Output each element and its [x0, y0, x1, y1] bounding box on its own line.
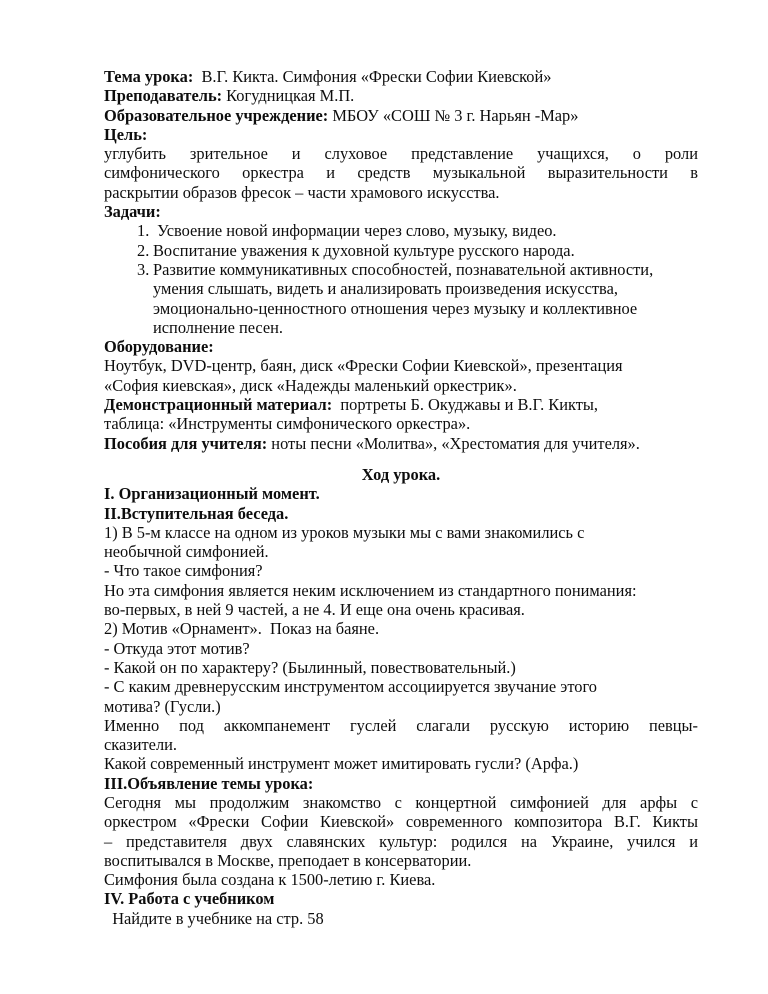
text-line [104, 677, 698, 696]
text-run: Пособия для учителя: [104, 433, 268, 453]
text-run: Образовательное учреждение: [104, 105, 329, 125]
text-run: Когудницкая М.П. [222, 86, 355, 106]
lesson-flow-heading [104, 465, 698, 484]
text-run: ноты песни «Молитва», «Хрестоматия для учителя». [267, 433, 640, 453]
text-run: раскрытии образов фресок – части храмового искусства. [104, 182, 500, 202]
text-run: Сегодня мы продолжим знакомство с концертной симфонией для арфы с [104, 792, 698, 812]
text-line [104, 183, 698, 202]
text-run: Именно под аккомпанемент гуслей слагали русскую историю певцы- [104, 715, 698, 735]
text-line [104, 241, 698, 260]
gusli-paragraph [104, 716, 698, 755]
goal-paragraph [104, 144, 698, 202]
topic-announcement-paragraph [104, 793, 698, 870]
text-run: Но эта симфония является неким исключением из стандартного понимания: [104, 580, 637, 600]
text-line [104, 279, 698, 298]
text-run: Ход урока. [361, 464, 441, 484]
list-item [104, 241, 698, 260]
equipment-paragraph [104, 356, 698, 395]
text-line [104, 125, 698, 144]
text-run: умения слышать, видеть и анализировать произведения искусства, [153, 279, 618, 299]
text-line [104, 260, 698, 279]
tasks-heading [104, 202, 698, 221]
text-run: сказители. [104, 735, 177, 755]
text-run: IV. Работа с учебником [104, 889, 275, 909]
text-line [104, 376, 698, 395]
text-run: симфонического оркестра и средств музыкальной выразительности в [104, 163, 698, 183]
text-line [104, 318, 698, 337]
text-run: I. Организационный момент. [104, 484, 320, 504]
text-line [104, 832, 698, 851]
section-4-heading [104, 889, 698, 908]
text-line [104, 716, 698, 735]
text-line [104, 909, 698, 928]
text-line [104, 639, 698, 658]
text-run: эмоционально-ценностного отношения через музыку и коллективное [153, 298, 638, 318]
text-run: Усвоение новой информации через слово, музыку, видео. [153, 221, 557, 241]
text-line [104, 299, 698, 318]
text-run: Найдите в учебнике на стр. 58 [104, 908, 324, 928]
list-marker: 3. [137, 259, 150, 279]
goal-heading [104, 125, 698, 144]
text-line [104, 735, 698, 754]
motif-paragraph [104, 619, 698, 638]
text-line [104, 202, 698, 221]
text-line [104, 774, 698, 793]
tasks-list [104, 221, 698, 337]
teacher-aids-paragraph [104, 434, 698, 453]
text-line [104, 523, 698, 542]
text-run: мотива? (Гусли.) [104, 696, 221, 716]
symphony-date-paragraph [104, 870, 698, 889]
text-line [104, 851, 698, 870]
text-line [104, 163, 698, 182]
text-line [104, 889, 698, 908]
text-run: «София киевская», диск «Надежды маленький оркестрик». [104, 375, 517, 395]
text-run: углубить зрительное и слуховое представление учащихся, о роли [104, 144, 698, 164]
text-line [104, 434, 698, 453]
text-line [104, 414, 698, 433]
text-line [104, 504, 698, 523]
text-run: Преподаватель: [104, 86, 223, 106]
textbook-page-paragraph [104, 909, 698, 928]
text-run: Какой современный инструмент может имитировать гусли? (Арфа.) [104, 754, 579, 774]
text-line [104, 870, 698, 889]
text-run: 2) Мотив «Орнамент». Показ на баяне. [104, 619, 380, 639]
text-line [104, 356, 698, 375]
demo-material-paragraph [104, 395, 698, 434]
text-run: Воспитание уважения к духовной культуре русского народа. [153, 240, 575, 260]
text-line [104, 600, 698, 619]
text-line [104, 581, 698, 600]
text-line [104, 465, 698, 484]
text-run: - С каким древнерусским инструментом ассоциируется звучание этого [104, 677, 597, 697]
institution-line [104, 106, 698, 125]
text-run: - Что такое симфония? [104, 561, 263, 581]
section-3-heading [104, 774, 698, 793]
list-item [104, 221, 698, 240]
text-line [104, 561, 698, 580]
text-run: таблица: «Инструменты симфонического оркестра». [104, 414, 471, 434]
text-run: Оборудование: [104, 337, 214, 357]
text-line [104, 619, 698, 638]
list-item [104, 260, 698, 337]
text-line [104, 697, 698, 716]
question-modern-instrument [104, 754, 698, 773]
text-line [104, 106, 698, 125]
section-1-heading [104, 484, 698, 503]
equipment-heading [104, 337, 698, 356]
text-run: II.Вступительная беседа. [104, 503, 289, 523]
text-run: III.Объявление темы урока: [104, 773, 314, 793]
text-line [104, 812, 698, 831]
text-line [104, 86, 698, 105]
text-run: исполнение песен. [153, 317, 284, 337]
text-run: - Какой он по характеру? (Былинный, повествовательный.) [104, 657, 516, 677]
text-line [104, 754, 698, 773]
text-run: - Откуда этот мотив? [104, 638, 250, 658]
question-motif-origin [104, 639, 698, 658]
text-run: Развитие коммуникативных способностей, познавательной активности, [153, 259, 654, 279]
text-run: МБОУ «СОШ № 3 г. Нарьян -Мар» [328, 105, 579, 125]
text-run: В.Г. Кикта. Симфония «Фрески Софии Киевской» [193, 67, 552, 86]
list-marker: 1. [137, 221, 150, 241]
text-run: портреты Б. Окуджавы и В.Г. Кикты, [332, 395, 599, 415]
text-run: Демонстрационный материал: [104, 395, 333, 415]
text-run: во-первых, в ней 9 частей, а не 4. И еще она очень красивая. [104, 600, 525, 620]
text-line [104, 658, 698, 677]
teacher-line [104, 86, 698, 105]
text-line [104, 144, 698, 163]
text-run: воспитывался в Москве, преподает в консерватории. [104, 850, 472, 870]
question-instrument [104, 677, 698, 716]
text-run: – представителя двух славянских культур: родился на Украине, учился и [104, 831, 698, 851]
section-2-heading [104, 504, 698, 523]
text-line [104, 395, 698, 414]
text-line [104, 67, 698, 86]
text-run: 1) В 5-м классе на одном из уроков музыки мы с вами знакомились с [104, 522, 585, 542]
text-line [104, 793, 698, 812]
question-motif-character [104, 658, 698, 677]
text-run: Цель: [104, 124, 148, 144]
text-run: Ноутбук, DVD-центр, баян, диск «Фрески Софии Киевской», презентация [104, 356, 623, 376]
text-run: необычной симфонией. [104, 542, 269, 562]
intro-paragraph-1 [104, 523, 698, 562]
text-run: Симфония была создана к 1500-летию г. Киева. [104, 870, 436, 890]
list-marker: 2. [137, 240, 150, 260]
text-line [104, 337, 698, 356]
text-line [104, 484, 698, 503]
text-run: оркестром «Фрески Софии Киевской» современного композитора В.Г. Кикты [104, 812, 698, 832]
blank-line [104, 453, 698, 465]
text-line [104, 221, 698, 240]
text-run: Задачи: [104, 202, 161, 222]
symphony-note-paragraph [104, 581, 698, 620]
text-run: Тема урока: [104, 67, 194, 86]
question-symphony [104, 561, 698, 580]
topic-line [104, 67, 698, 86]
text-line [104, 542, 698, 561]
